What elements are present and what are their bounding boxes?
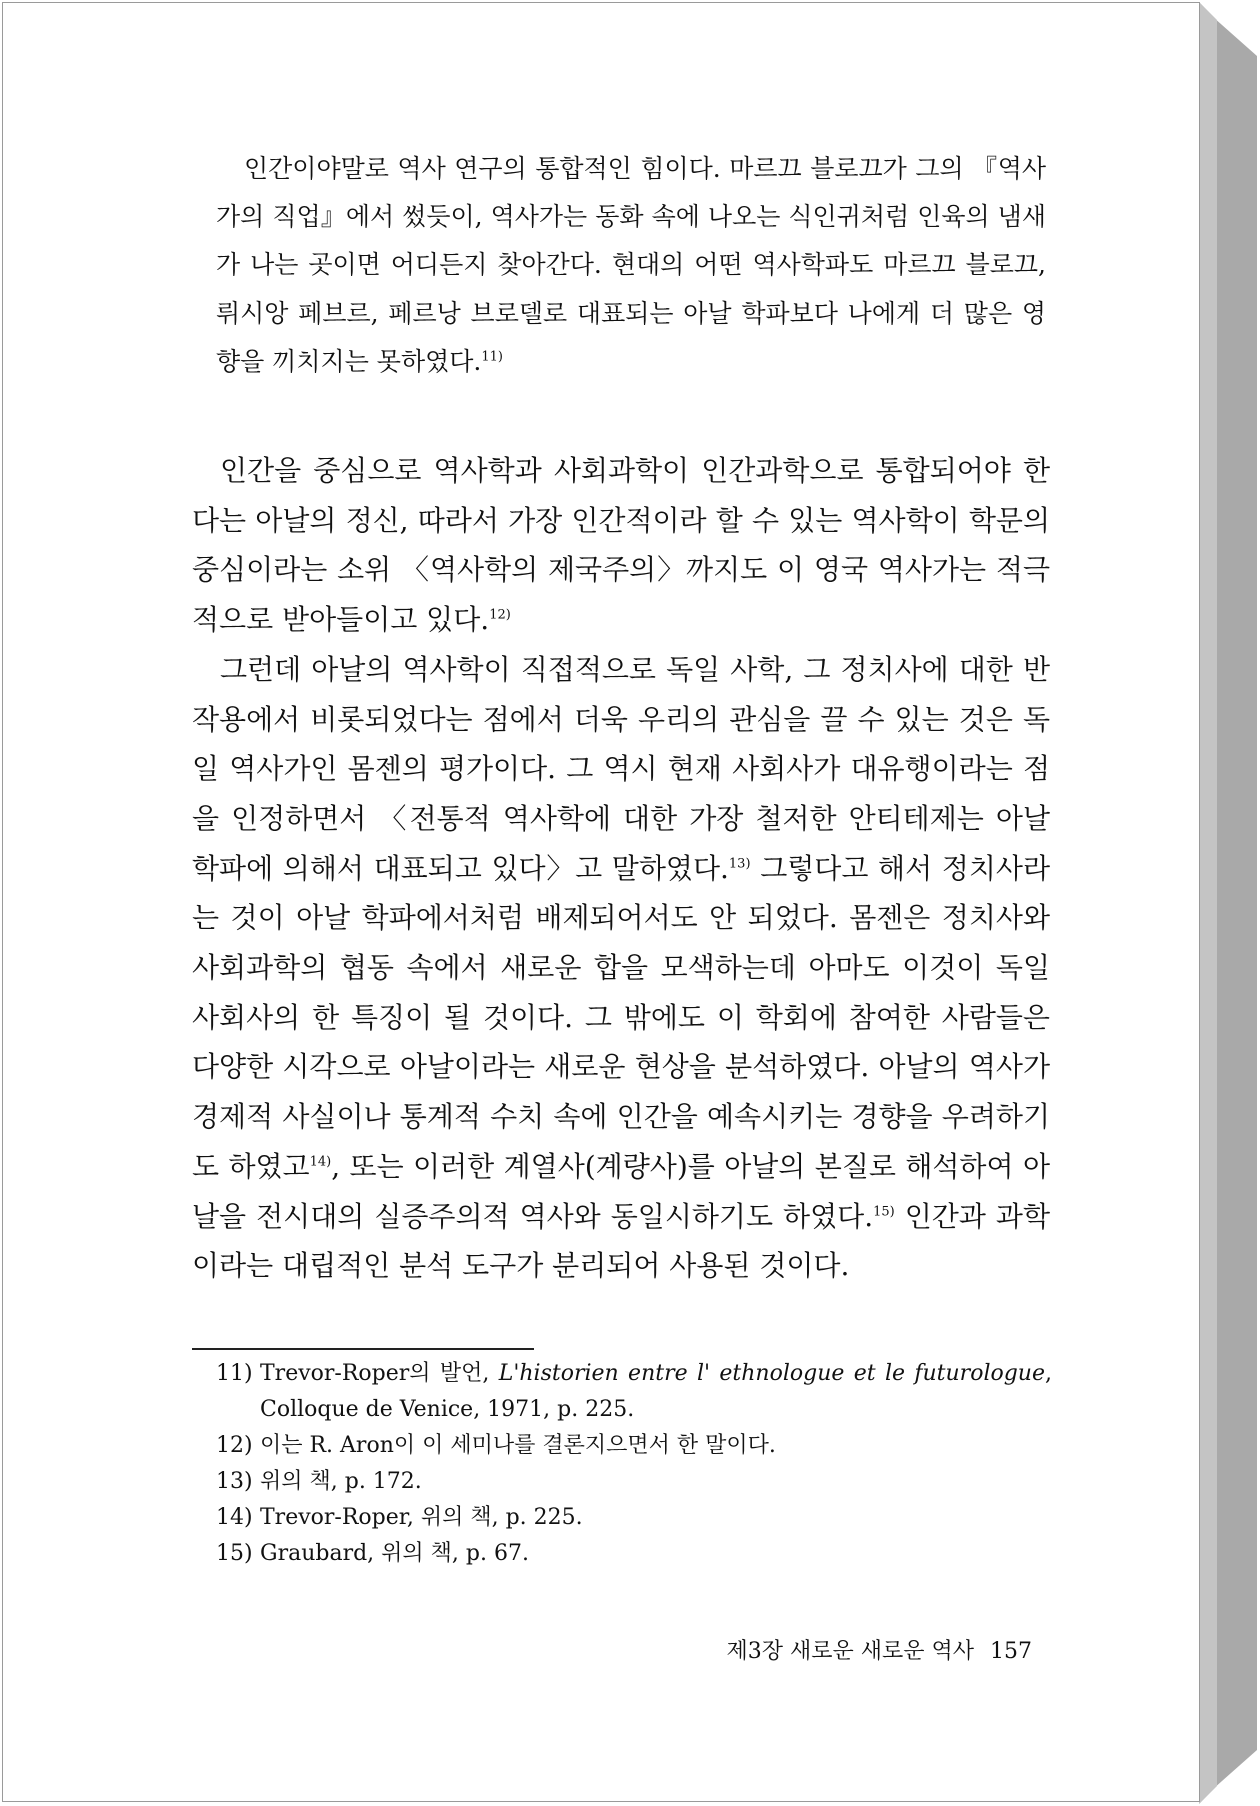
page-edge-highlight bbox=[1199, 2, 1217, 1804]
footnote-text: Graubard, 위의 책, p. 67. bbox=[260, 1541, 529, 1566]
page-content bbox=[192, 145, 1050, 1291]
footnote-title: L'historien entre l' ethnologue et le futurologue bbox=[498, 1361, 1045, 1386]
paragraph-2-text-a: 그런데 아날의 역사학이 직접적으로 독일 사학, 그 정치사에 대한 반작용에서 비롯되었다는 점에서 더욱 우리의 관심을 끌 수 있는 것은 독일 역사가인 몸젠의 평가이다. 그 역시 현재 사회사가 대유행이라는 점을 인정하면서 〈전통적 역사학에 대한 가장 철저한 안티테제는 아날 학파에 의해서 대표되고 있다〉고 말하였다. bbox=[192, 652, 1050, 885]
footnote-number: 15) bbox=[216, 1541, 253, 1566]
footnote-text: 위의 책, p. 172. bbox=[260, 1469, 422, 1494]
footnote-ref-14: 14) bbox=[309, 1154, 332, 1170]
block-quote bbox=[192, 145, 1046, 386]
footnote-number: 12) bbox=[216, 1433, 253, 1458]
footnote-ref-15: 15) bbox=[873, 1204, 895, 1220]
footnote-text: 이는 R. Aron이 이 세미나를 결론지으면서 한 말이다. bbox=[260, 1433, 776, 1458]
footnote-12 bbox=[216, 1428, 1052, 1464]
footnote-ref-11: 11) bbox=[481, 349, 503, 365]
chapter-title: 제3장 새로운 새로운 역사 bbox=[726, 1639, 974, 1664]
footnote-text-tail: , Colloque de Venice, 1971, p. 225. bbox=[260, 1361, 1052, 1422]
block-quote-text: 인간이야말로 역사 연구의 통합적인 힘이다. 마르끄 블로끄가 그의 『역사가의 직업』에서 썼듯이, 역사가는 동화 속에 나오는 식인귀처럼 인육의 냄새가 나는 곳이면 어디든지 찾아간다. 현대의 어떤 역사학파도 마르끄 블로끄, 뤼시앙 페브르, 페르낭 브로델로 대표되는 아날 학파보다 나에게 더 많은 영향을 끼치지는 못하였다. bbox=[216, 154, 1046, 376]
footnotes bbox=[216, 1356, 1052, 1572]
footnote-15 bbox=[216, 1536, 1052, 1572]
footnote-number: 11) bbox=[216, 1361, 253, 1386]
footnote-text: Trevor-Roper의 발언, bbox=[260, 1361, 499, 1386]
running-footer bbox=[680, 1634, 1032, 1665]
paragraph-2-text-c: , 또는 이러한 계열사(계량사)를 아날의 본질로 해석하여 아날을 전시대의 실증주의적 역사와 동일시하기도 하였다. bbox=[192, 1149, 1050, 1233]
footnote-11 bbox=[216, 1356, 1052, 1428]
footnote-13 bbox=[216, 1464, 1052, 1500]
paragraph-1 bbox=[192, 446, 1050, 645]
page-number: 157 bbox=[990, 1639, 1032, 1664]
paragraph-2-text-b: 그렇다고 해서 정치사라는 것이 아날 학파에서처럼 배제되어서도 안 되었다. 몸젠은 정치사와 사회과학의 협동 속에서 새로운 합을 모색하는데 아마도 이것이 독일 사회사의 한 특징이 될 것이다. 그 밖에도 이 학회에 참여한 사람들은 다양한 시각으로 아날이라는 새로운 현상을 분석하였다. 아날의 역사가 경제적 사실이나 통계적 수치 속에 인간을 예속시키는 경향을 우려하기도 하였고 bbox=[192, 851, 1051, 1183]
footnote-14 bbox=[216, 1500, 1052, 1536]
footnote-ref-12: 12) bbox=[489, 607, 511, 623]
footnote-number: 13) bbox=[216, 1469, 253, 1494]
footnote-divider bbox=[192, 1348, 534, 1350]
footnote-ref-13: 13) bbox=[728, 856, 751, 872]
footnote-number: 14) bbox=[216, 1505, 253, 1530]
paragraph-1-text: 인간을 중심으로 역사학과 사회과학이 인간과학으로 통합되어야 한다는 아날의 정신, 따라서 가장 인간적이라 할 수 있는 역사학이 학문의 중심이라는 소위 〈역사학의 제국주의〉까지도 이 영국 역사가는 적극적으로 받아들이고 있다. bbox=[192, 454, 1050, 637]
body-text bbox=[192, 446, 1050, 1291]
paragraph-2 bbox=[192, 645, 1050, 1291]
paragraph-2-text-d: 인간과 과학이라는 대립적인 분석 도구가 분리되어 사용된 것이다. bbox=[192, 1199, 1050, 1283]
footnote-text: Trevor-Roper, 위의 책, p. 225. bbox=[260, 1505, 583, 1530]
